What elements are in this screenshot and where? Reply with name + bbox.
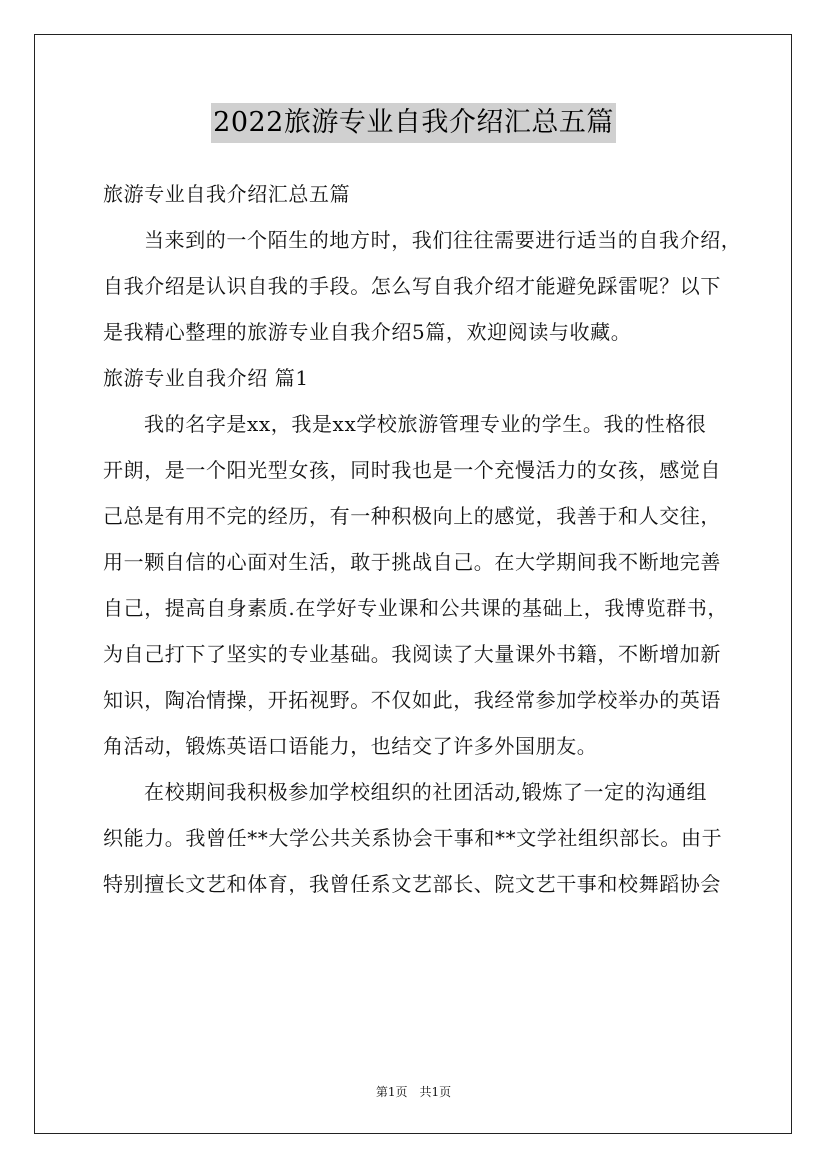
paragraph-line: 当来到的一个陌生的地方时，我们往往需要进行适当的自我介绍，	[144, 228, 742, 252]
title-container	[0, 103, 827, 143]
paragraph-line: 开朗，是一个阳光型女孩，同时我也是一个充慢活力的女孩，感觉自	[103, 458, 721, 482]
section-heading: 旅游专业自我介绍汇总五篇	[103, 182, 351, 206]
paragraph-line: 为自己打下了坚实的专业基础。我阅读了大量课外书籍，不断增加新	[103, 642, 721, 666]
paragraph-line: 用一颗自信的心面对生活，敢于挑战自己。在大学期间我不断地完善	[103, 550, 721, 574]
document-body	[103, 171, 743, 907]
document-title: 2022旅游专业自我介绍汇总五篇	[211, 103, 616, 143]
paragraph-line: 织能力。我曾任**大学公共关系协会干事和**文学社组织部长。由于	[103, 826, 723, 850]
section-heading: 旅游专业自我介绍 篇1	[103, 366, 309, 390]
paragraph-line: 知识，陶冶情操，开拓视野。不仅如此，我经常参加学校举办的英语	[103, 688, 721, 712]
paragraph-line: 在校期间我积极参加学校组织的社团活动,锻炼了一定的沟通组	[144, 780, 708, 804]
paragraph-line: 我的名字是xx，我是xx学校旅游管理专业的学生。我的性格很	[144, 412, 707, 436]
paragraph-line: 自我介绍是认识自我的手段。怎么写自我介绍才能避免踩雷呢？以下	[103, 274, 721, 298]
paragraph-line: 特别擅长文艺和体育，我曾任系文艺部长、院文艺干事和校舞蹈协会	[103, 872, 721, 896]
paragraph-line: 是我精心整理的旅游专业自我介绍5篇，欢迎阅读与收藏。	[103, 320, 632, 344]
page-number-footer: 第1页 共1页	[375, 1085, 452, 1099]
paragraph-line: 角活动，锻炼英语口语能力，也结交了许多外国朋友。	[103, 734, 598, 758]
paragraph-line: 自己，提高自身素质.在学好专业课和公共课的基础上，我博览群书，	[103, 596, 728, 620]
paragraph-line: 己总是有用不完的经历，有一种积极向上的感觉，我善于和人交往，	[103, 504, 721, 528]
